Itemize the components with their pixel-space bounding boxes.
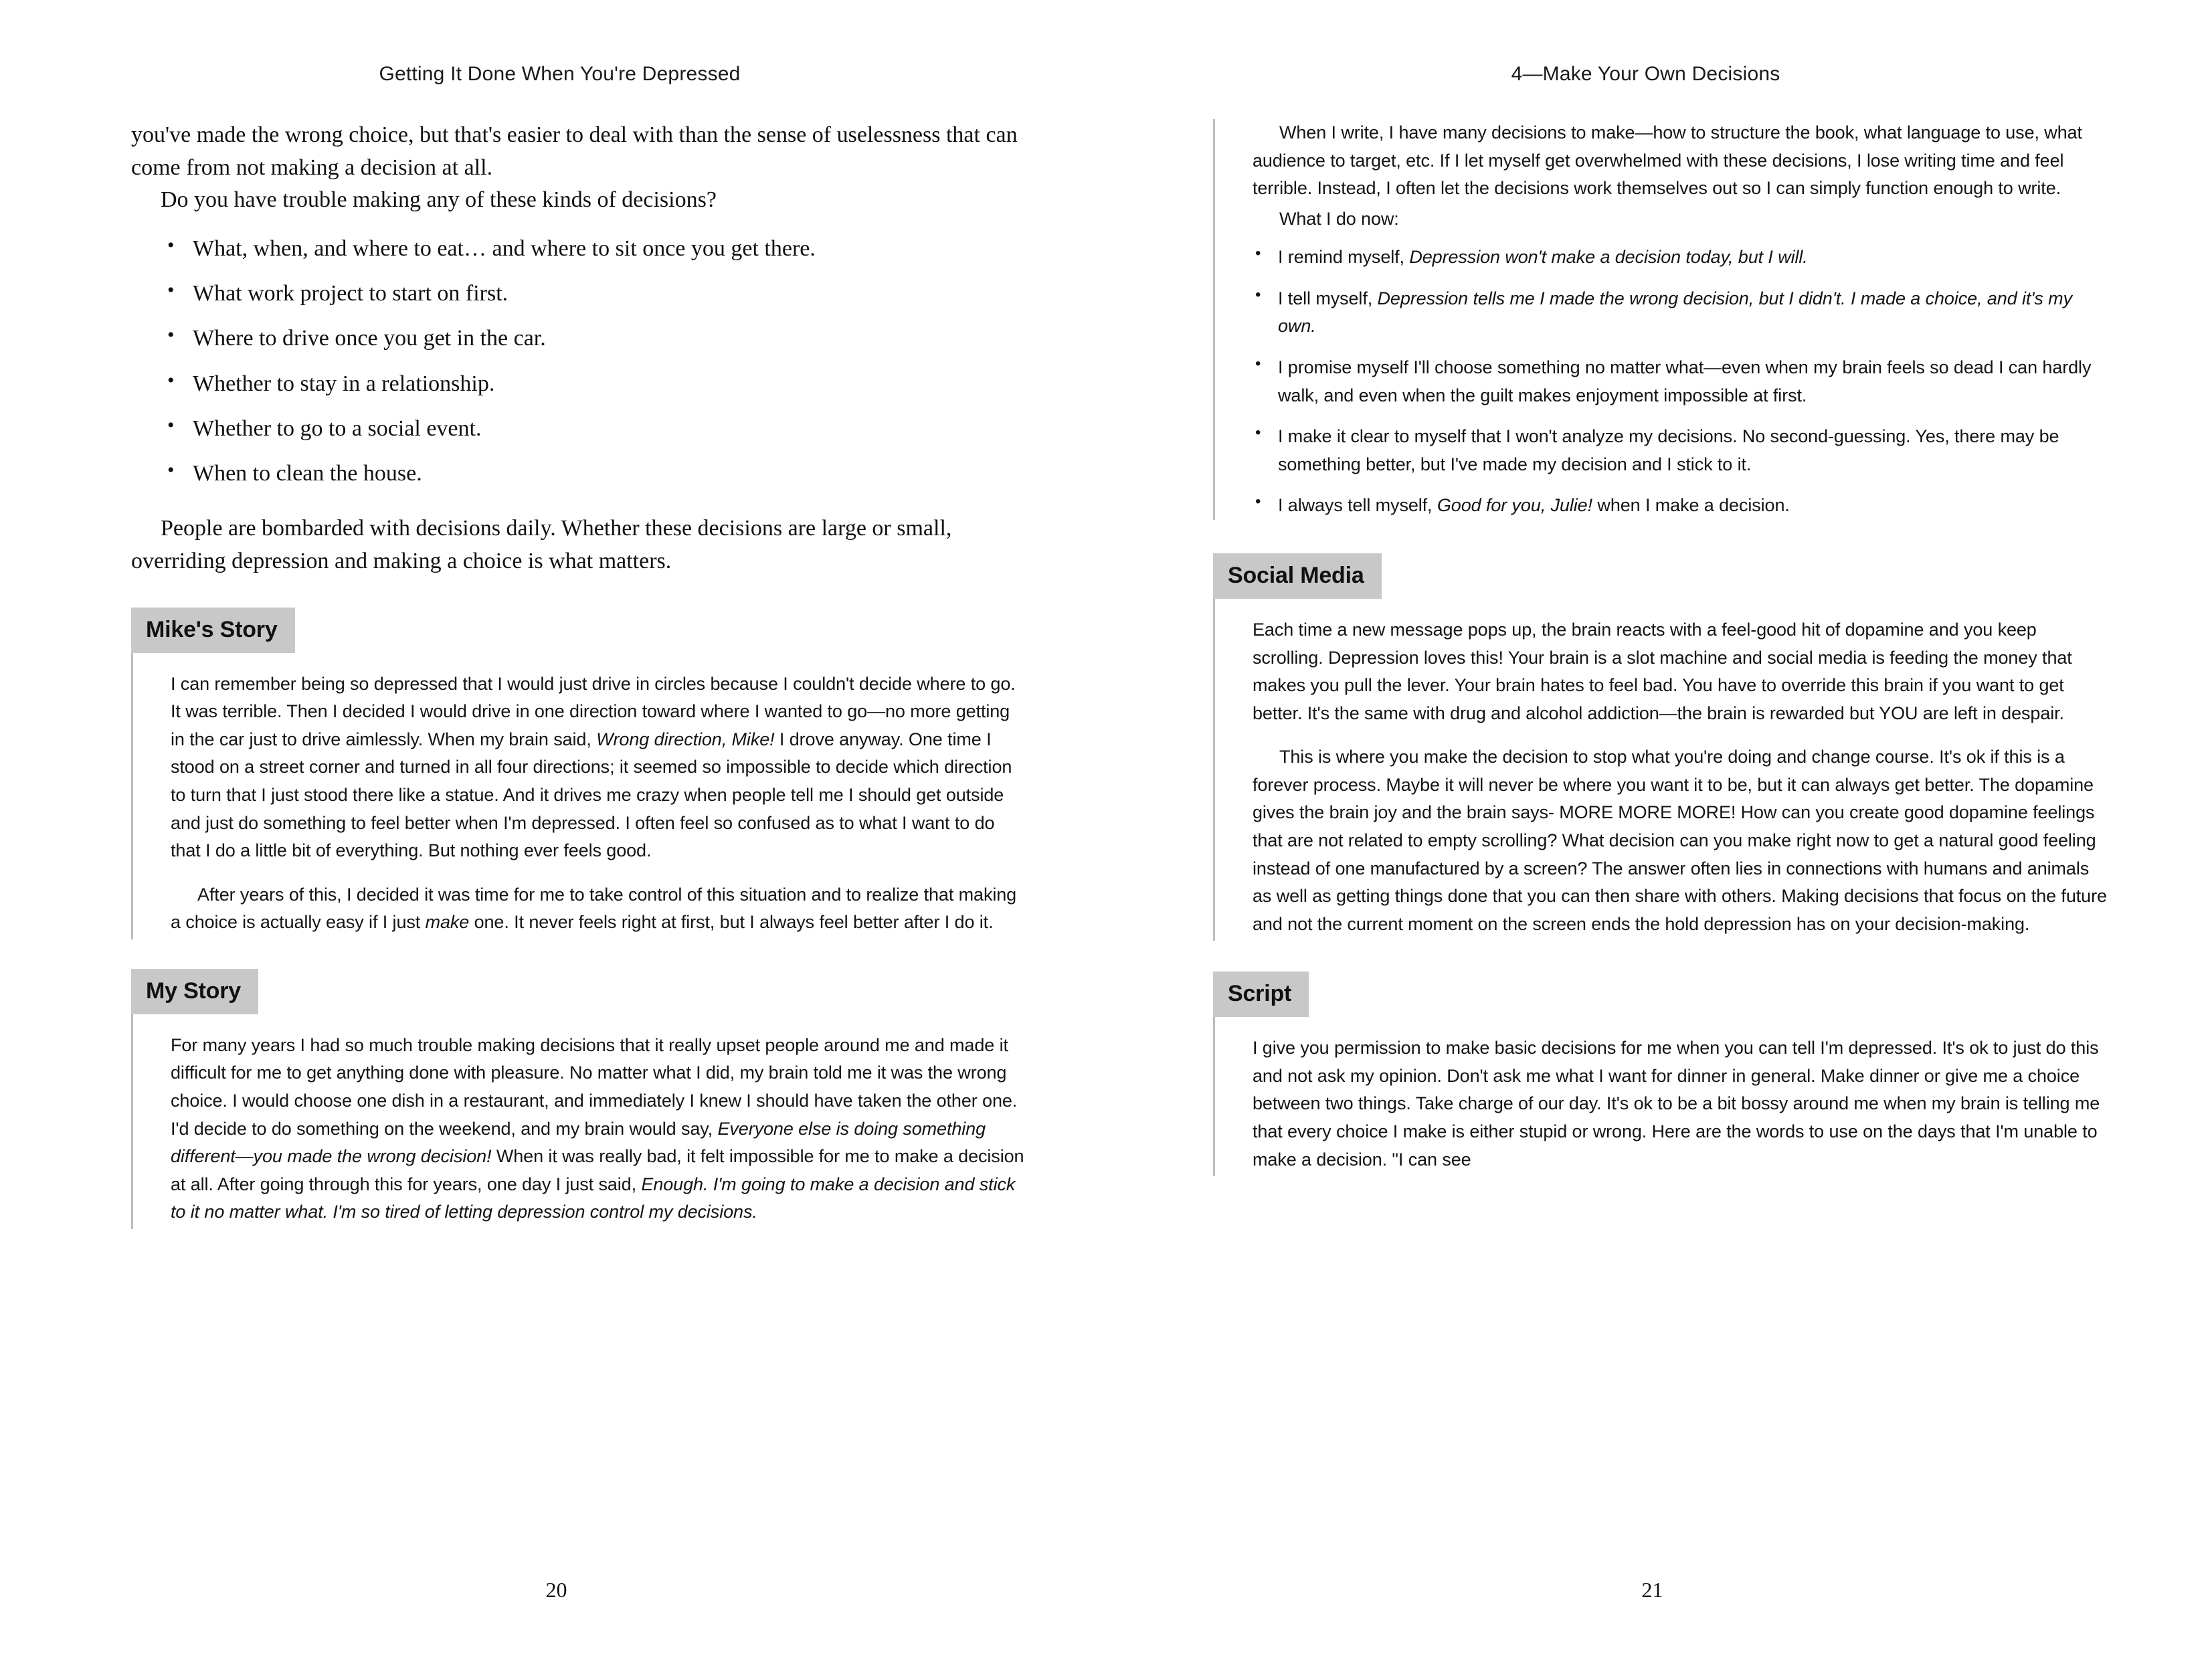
mikes-story-p2-text-a: After years of this, I decided it was time for me to take control of this situation and to realize that making a choice is actually easy if I just xyxy=(171,884,1017,933)
list-item xyxy=(1253,244,2112,272)
my-story-italic-2: Enough. I'm going to make a decision and stick to it no matter what. I'm so tired of letting depression control my decisions. xyxy=(171,1174,1016,1222)
practice-bullet-list xyxy=(1253,244,2112,520)
mikes-story-p2-italic: make xyxy=(425,912,470,933)
question-paragraph: Do you have trouble making any of these kinds of decisions? xyxy=(161,187,717,213)
my-story-block xyxy=(131,969,1026,1229)
list-item: • What, when, and where to eat… and where to sit once you get there. xyxy=(131,233,1026,265)
mikes-story-p1-italic: Wrong direction, Mike! xyxy=(596,729,775,749)
page-right xyxy=(1106,0,2212,1660)
left-main-text xyxy=(131,119,1026,217)
my-story-text-a: For many years I had so much trouble making decisions that it really upset people around me and made it difficult for me to get anything done with pleasure. No matter what I did, my brain told me it was the wrong choice. I would choose one dish in a restaurant, and immediately I knew I should have taken the other one. I'd decide to do something on the weekend, and my brain would say, xyxy=(171,1034,1018,1139)
social-media-label: Social Media xyxy=(1213,553,1382,599)
list-item xyxy=(1253,285,2112,341)
page-number-right: 21 xyxy=(1641,1578,1663,1602)
mikes-story-p1-text-a: I can remember being so depressed that I would just drive in circles because I couldn't decide where to go. It was terrible. Then I decided I would drive in one direction toward where I wanted to go—no more getting in the car just to drive aimlessly. When my brain said, xyxy=(171,673,1016,749)
running-head-right: 4—Make Your Own Decisions xyxy=(1511,63,1780,85)
my-story-text-b: When it was really bad, it felt impossible for me to make a decision at all. After going through this for years, one day I just said, xyxy=(171,1146,1024,1194)
mikes-story-p2-text-b: one. It never feels right at first, but I always feel better after I do it. xyxy=(469,912,994,933)
mikes-story-label: Mike's Story xyxy=(131,608,295,653)
script-paragraph-1: I give you permission to make basic decisions for me when you can tell I'm depressed. It's ok to just do this and not ask my opinion. Don't ask me what I want for dinner in general. Make dinner or give me a choice between two things. Take charge of our day. It's ok to be a bit bossy around me when my brain is telling me that every choice I make is either stupid or wrong. Here are the words to use on the days that I'm unable to make a decision. "I can see xyxy=(1253,1038,2100,1170)
my-story-italic-1: Everyone else is doing something different—you made the wrong decision! xyxy=(171,1118,986,1167)
mikes-story-p1-text-b: I drove anyway. One time I stood on a street corner and turned in all four directions; it seemed so impossible to decide which direction to turn that I just stood there like a statue. And it drives me crazy when people tell me I should get outside and just do something to feel better when I'm depressed. I often feel so confused as to what I want to do that I do a little bit of everything. But nothing ever feels good. xyxy=(171,729,1012,861)
social-media-paragraph-1: Each time a new message pops up, the brain reacts with a feel-good hit of dopamine and you keep scrolling. Depression loves this! Your brain is a slot machine and social media is feeding the money that makes you pull the lever. Your brain hates to feel bad. You have to override this brain if you want to get better. It's the same with drug and alcohol addiction—the brain is rewarded but YOU are left in despair. xyxy=(1253,619,2072,723)
mikes-story-block xyxy=(131,608,1026,939)
bullet-4-lead: I always tell myself, xyxy=(1278,495,1437,516)
script-body xyxy=(1213,1017,2112,1176)
list-item: • Whether to go to a social event. xyxy=(131,413,1026,445)
list-item xyxy=(1253,354,2112,409)
list-item: • What work project to start on first. xyxy=(131,278,1026,310)
what-i-do-now-label: What I do now: xyxy=(1279,208,1399,229)
page-number-left: 20 xyxy=(545,1578,567,1602)
my-story-label: My Story xyxy=(131,969,258,1014)
bullet-1-italic: Depression tells me I made the wrong decision, but I didn't. I made a choice, and it's my own. xyxy=(1278,288,2072,337)
left-text-column xyxy=(131,119,1026,1526)
bullet-0-lead: I remind myself, xyxy=(1278,247,1410,268)
mikes-story-paragraph-2 xyxy=(171,881,1026,937)
closing-paragraph: People are bombarded with decisions daily. Whether these decisions are large or small, overriding depression and making a choice is what matters. xyxy=(131,516,952,574)
mikes-story-body xyxy=(131,653,1026,939)
running-head-left: Getting It Done When You're Depressed xyxy=(379,63,741,85)
list-item xyxy=(1253,492,2112,520)
my-story-continuation xyxy=(1213,119,2112,520)
bullet-1-lead: I tell myself, xyxy=(1278,288,1378,308)
social-media-paragraph-2: This is where you make the decision to stop what you're doing and change course. It's ok if this is a forever process. Maybe it will never be where you want it to be, but it can always get better. The dopamine gives the brain joy and the brain says- MORE MORE MORE! How can you create good dopamine feelings that are not related to empty scrolling? What decision can you make right now to get a natural good feeling instead of one manufactured by a screen? The answer often lies in connections with humans and animals as well as getting things done that you can then share with others. Making decisions that focus on the future and not the current moment on the screen ends the hold depression has on your decision-making. xyxy=(1253,747,2107,934)
my-story-paragraph xyxy=(171,1032,1026,1226)
script-label: Script xyxy=(1213,972,1309,1017)
social-media-body xyxy=(1213,599,2112,941)
my-story-body xyxy=(131,1014,1026,1229)
intro-paragraph: you've made the wrong choice, but that's easier to deal with than the sense of uselessness that can come from not making a decision at all. xyxy=(131,122,1018,180)
decision-bullet-list xyxy=(131,233,1026,490)
list-item: • Where to drive once you get in the car. xyxy=(131,322,1026,355)
list-item xyxy=(1253,423,2112,478)
bullet-4-italic: Good for you, Julie! xyxy=(1437,495,1593,516)
social-media-block xyxy=(1213,553,2112,941)
bullet-0-italic: Depression won't make a decision today, but I will. xyxy=(1409,247,1808,268)
script-block xyxy=(1213,972,2112,1176)
mikes-story-paragraph-1 xyxy=(171,670,1026,865)
bullet-2-lead: I promise myself I'll choose something no matter what—even when my brain feels so dead I can hardly walk, and even when the guilt makes enjoyment impossible at first. xyxy=(1278,357,2092,405)
right-text-column xyxy=(1213,119,2112,1526)
closing-text xyxy=(131,513,1026,577)
opening-paragraph: When I write, I have many decisions to make—how to structure the book, what language to use, what audience to target, etc. If I let myself get overwhelmed with these decisions, I lose writing time and feel terrible. Instead, I often let the decisions work themselves out so I can simply function enough to write. xyxy=(1253,122,2082,199)
bullet-4-tail: when I make a decision. xyxy=(1592,495,1790,516)
list-item: • Whether to stay in a relationship. xyxy=(131,368,1026,400)
bullet-3-lead: I make it clear to myself that I won't analyze my decisions. No second-guessing. Yes, there may be something better, but I've made my decision and I stick to it. xyxy=(1278,426,2059,474)
list-item: • When to clean the house. xyxy=(131,458,1026,490)
